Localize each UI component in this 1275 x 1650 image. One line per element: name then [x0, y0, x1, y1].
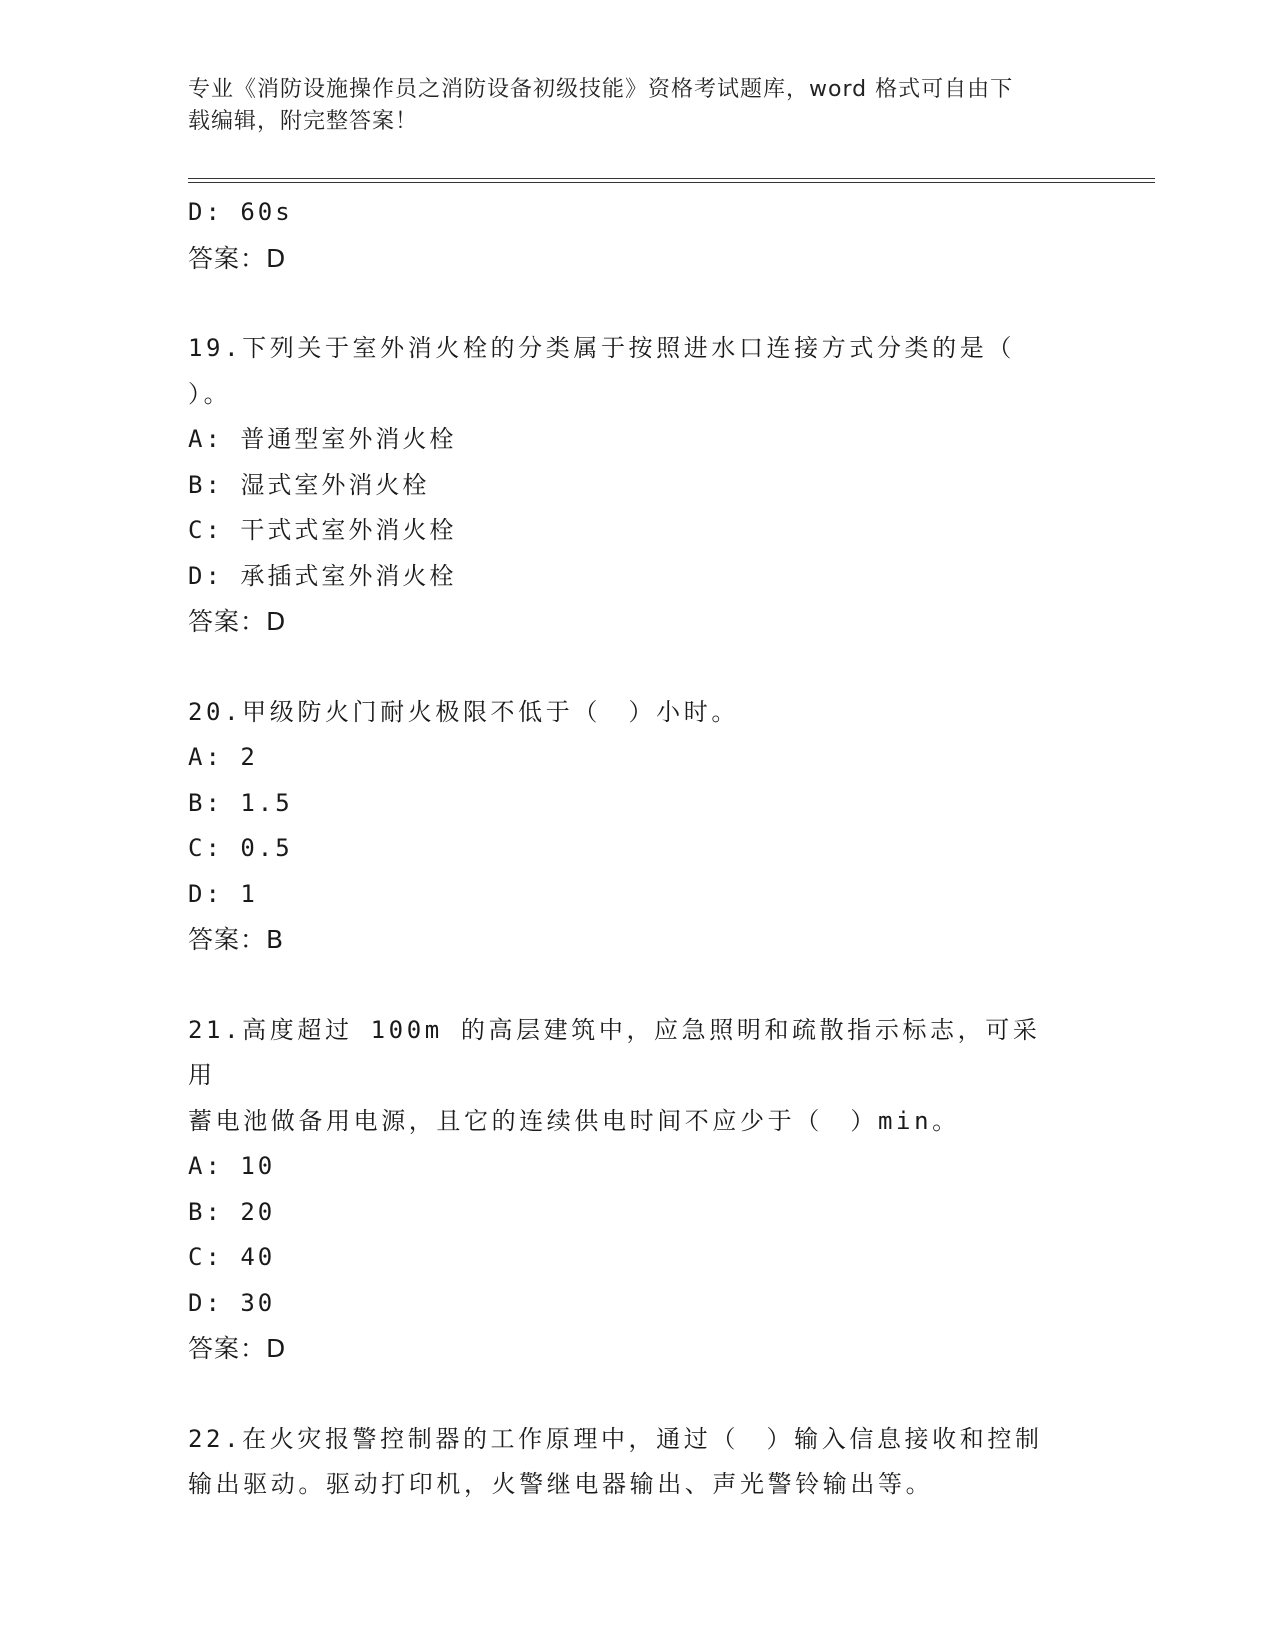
answer-label: 答案：D — [188, 1334, 287, 1363]
option-c: C: 40 — [188, 1243, 276, 1271]
document-header — [188, 74, 1088, 138]
option-d: D: 1 — [188, 879, 258, 908]
option-a: A: 普通型室外消火栓 — [188, 425, 457, 453]
question-text-continued: 输出驱动。驱动打印机，火警继电器输出、声光警铃输出等。 — [188, 1470, 934, 1498]
option-b: B: 20 — [188, 1197, 276, 1226]
question-22 — [188, 1417, 1088, 1508]
option-c: C: 干式式室外消火栓 — [188, 516, 457, 544]
answer-label: 答案：B — [188, 925, 285, 954]
option-a: A: 10 — [188, 1152, 276, 1180]
question-19 — [188, 326, 1088, 645]
option-c: C: 0.5 — [188, 834, 293, 862]
question-text-continued: 蓄电池做备用电源，且它的连续供电时间不应少于（ ）min。 — [188, 1106, 960, 1135]
question-text: 20.甲级防火门耐火极限不低于（ ）小时。 — [188, 697, 739, 726]
header-divider-bottom — [188, 182, 1155, 183]
question-text: 19.下列关于室外消火栓的分类属于按照进水口连接方式分类的是（ — [188, 334, 1015, 362]
option-b: B: 1.5 — [188, 788, 293, 817]
option-d: D: 30 — [188, 1288, 276, 1317]
document-body — [188, 190, 1088, 1508]
option-d: D: 承插式室外消火栓 — [188, 561, 457, 590]
question-18-tail — [188, 190, 1088, 281]
option-d: D: 60s — [188, 198, 293, 226]
header-divider-top — [188, 178, 1155, 179]
question-text: 21.高度超过 100m 的高层建筑中，应急照明和疏散指示标志，可采用 — [188, 1015, 1041, 1089]
option-b: B: 湿式室外消火栓 — [188, 470, 430, 499]
header-line-2: 载编辑，附完整答案！ — [188, 109, 419, 134]
option-a: A: 2 — [188, 743, 258, 771]
question-text-continued: ）。 — [188, 379, 232, 408]
answer-label: 答案：D — [188, 243, 287, 273]
question-text: 22.在火灾报警控制器的工作原理中，通过（ ）输入信息接收和控制 — [188, 1424, 1043, 1453]
question-20 — [188, 690, 1088, 963]
question-21 — [188, 1008, 1088, 1372]
header-line-1: 专业《消防设施操作员之消防设备初级技能》资格考试题库，word 格式可自由下 — [188, 77, 1014, 102]
answer-label: 答案：D — [188, 607, 287, 636]
